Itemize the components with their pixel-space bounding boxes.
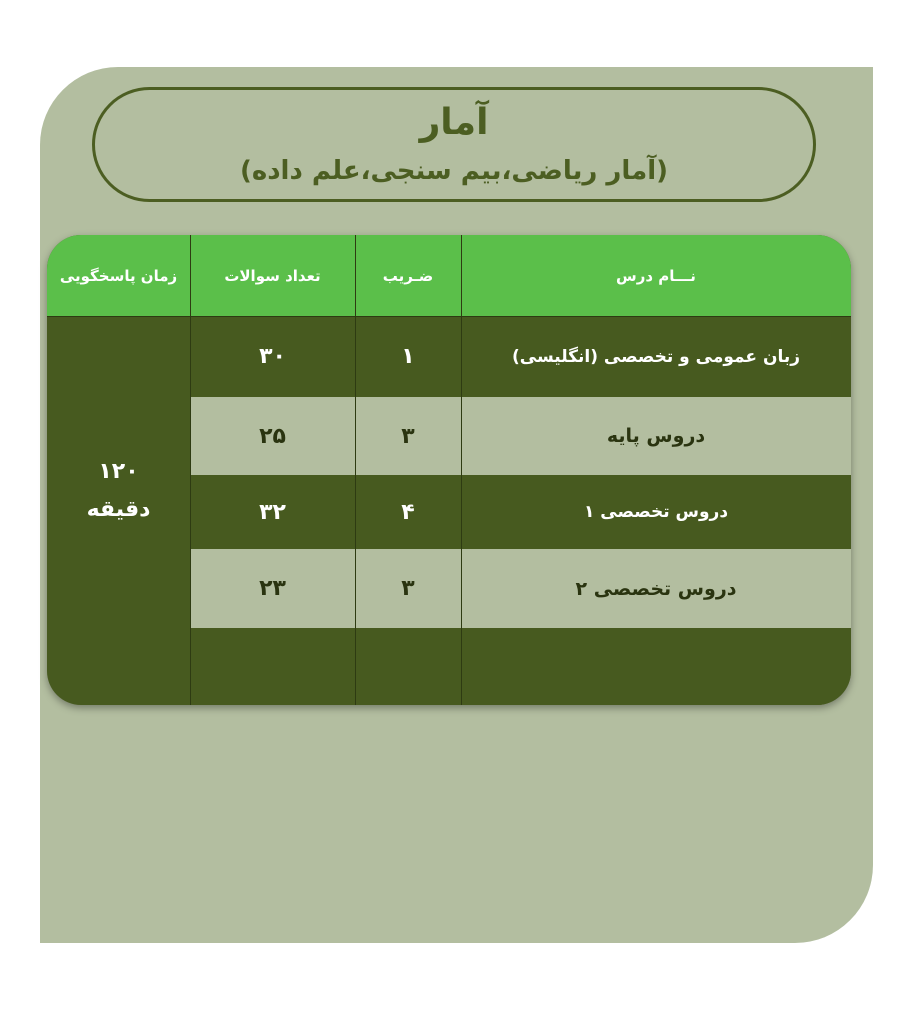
coefficient-value: ۱ <box>401 344 415 369</box>
title-box <box>92 87 816 202</box>
header-course: نـــام درس <box>616 266 696 285</box>
header-questions: تعداد سوالات <box>224 266 321 285</box>
question-count: ۳۲ <box>259 499 286 525</box>
course-name: زبان عمومی و تخصصی (انگلیسی) <box>511 346 801 367</box>
question-count: ۳۰ <box>259 344 286 369</box>
question-count: ۲۵ <box>259 423 286 449</box>
question-count: ۲۳ <box>259 576 286 601</box>
page-title: آمار <box>419 102 489 143</box>
course-name: دروس تخصصی ۱ <box>583 502 729 522</box>
table-row-empty <box>190 628 851 705</box>
course-name: دروس تخصصی ۲ <box>575 577 737 600</box>
coefficient-value: ۳ <box>401 576 415 601</box>
header-coefficient: ضـریب <box>382 266 434 285</box>
course-name: دروس پایه <box>606 425 706 447</box>
exam-table <box>47 235 851 705</box>
response-time <box>47 435 190 547</box>
page-subtitle: (آمار ریاضی،بیم سنجی،علم داده) <box>239 156 669 186</box>
response-time-unit: دقیقه <box>86 497 151 522</box>
header-time: زمان پاسخگویی <box>59 266 178 285</box>
coefficient-value: ۳ <box>401 423 415 449</box>
coefficient-value: ۴ <box>401 499 415 525</box>
response-time-value: ۱۲۰ <box>98 459 139 484</box>
